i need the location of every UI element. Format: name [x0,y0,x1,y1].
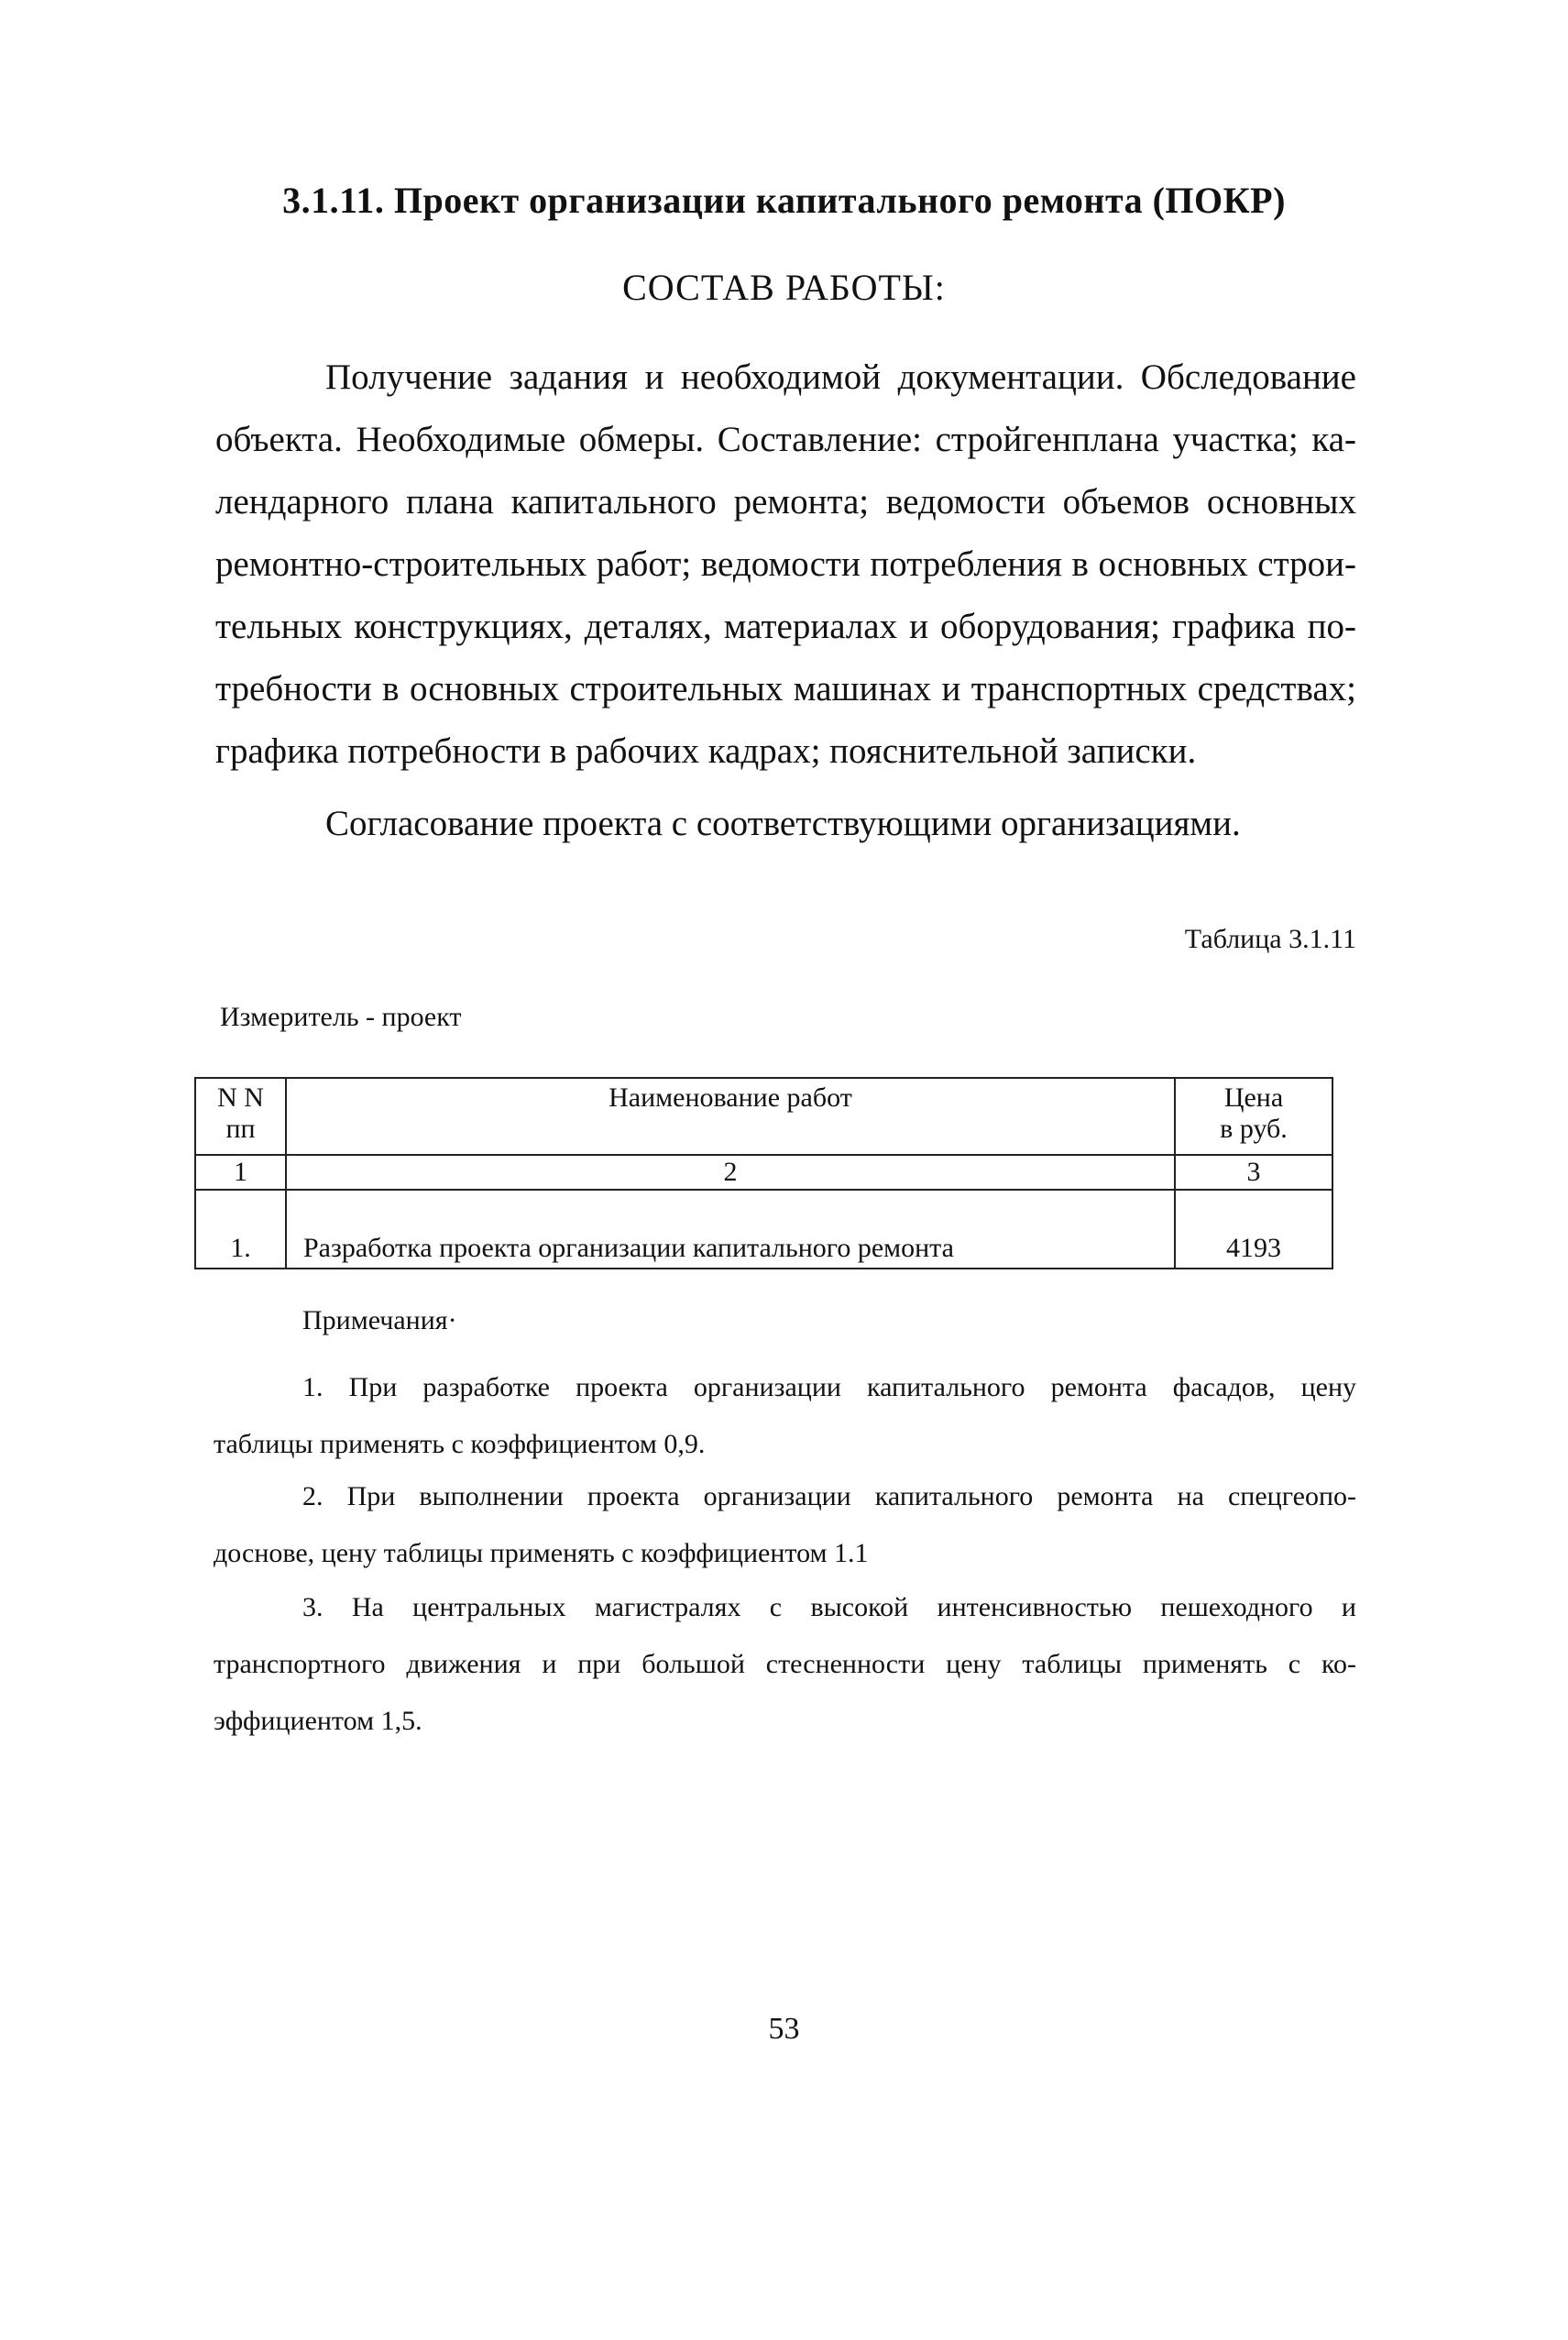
note-line: доснове, цену таблицы применять с коэффициентом 1.1 [214,1538,869,1568]
paragraph-line: лендарного плана капитального ремонта; ведомости объемов основных [215,482,1356,522]
composition-title: СОСТАВ РАБОТЫ: [622,267,946,308]
note-line: 3. На центральных магистралях с высокой интенсивностью пешеходного и [302,1592,1356,1622]
header-nn-line1: N N [217,1082,264,1113]
column-number: 2 [286,1155,1175,1190]
paragraph-line: ремонтно-строительных работ; ведомости потребления в основных строи- [215,544,1356,584]
note-item [214,1468,1356,1582]
row-work-name: Разработка проекта организации капитального ремонта [286,1190,1175,1269]
note-line: 1. При разработке проекта организации капитального ремонта фасадов, цену [302,1372,1356,1402]
approval-paragraph: Согласование проекта с соответствующими организациями. [325,804,1241,843]
header-nn-line2: пп [225,1114,256,1144]
paragraph-line: требности в основных строительных машинах и транспортных средствах; [215,669,1356,709]
note-item [214,1579,1356,1750]
measure-unit: Измеритель - проект [220,1002,462,1032]
paragraph-line: тельных конструкциях, деталях, материалах и оборудования; графика по- [215,607,1356,646]
column-number-row [195,1155,1332,1190]
note-line: 2. При выполнении проекта организации капитального ремонта на спецгеопо- [302,1481,1356,1511]
row-number: 1. [195,1190,286,1269]
page-number: 53 [768,2012,800,2046]
column-number: 3 [1175,1155,1332,1190]
paragraph-line: графика потребности в рабочих кадрах; пояснительной записки. [215,731,1197,771]
paragraph-line: Получение задания и необходимой документации. Обследование [325,357,1356,397]
header-nn [195,1078,286,1155]
paragraph-line: объекта. Необходимые обмеры. Составление: стройгенплана участка; ка- [215,420,1356,459]
header-price [1175,1078,1332,1155]
row-price: 4193 [1175,1190,1332,1269]
table-header-row [195,1078,1332,1155]
header-price-line2: в руб. [1220,1114,1288,1144]
notes-title: Примечания· [302,1305,457,1335]
work-composition-paragraph [215,346,1356,783]
header-price-line1: Цена [1223,1082,1284,1113]
column-number: 1 [195,1155,286,1190]
table-row [195,1190,1332,1269]
note-line: транспортного движения и при большой стесненности цену таблицы применять с ко- [214,1649,1356,1679]
note-line: таблицы применять с коэффициентом 0,9. [214,1429,706,1459]
table-caption: Таблица 3.1.11 [1184,924,1356,954]
price-table [194,1077,1333,1269]
section-title: 3.1.11. Проект организации капитального ремонта (ПОКР) [282,180,1286,221]
header-work-name: Наименование работ [286,1078,1175,1155]
note-item [214,1359,1356,1473]
note-line: эффициентом 1,5. [214,1706,422,1736]
